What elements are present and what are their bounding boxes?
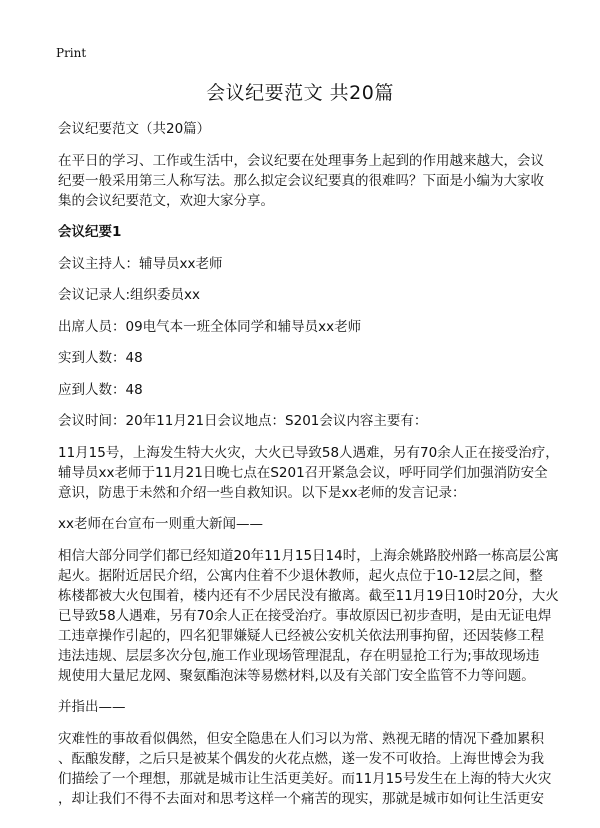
document-body <box>58 119 559 809</box>
text-line: 会议时间：20年11月21日会议地点：S201会议内容主要有： <box>58 413 428 429</box>
paragraph-spacer <box>58 503 546 515</box>
paragraph <box>58 254 546 274</box>
paragraph-spacer <box>58 211 546 223</box>
paragraph <box>58 697 546 717</box>
text-line: 在平日的学习、工作或生活中，会议纪要在处理事务上起到的作用越来越大，会议 <box>58 152 544 169</box>
paragraph-spacer <box>58 139 546 151</box>
text-line: 纪要一般采用第三人称写法。那么拟定会议纪要真的很难吗？下面是小编为大家收 <box>58 172 544 189</box>
page-title: 会议纪要范文 共20篇 <box>206 82 394 104</box>
paragraph-spacer <box>58 400 546 412</box>
text-line: 工违章操作引起的，四名犯罪嫌疑人已经被公安机关依法刑事拘留，还因装修工程 <box>58 627 544 644</box>
text-line: 起火。据附近居民介绍，公寓内住着不少退休教师，起火点位于10-12层之间，整 <box>58 567 543 584</box>
text-line: 实到人数：48 <box>58 350 143 366</box>
text-line: ，却让我们不得不去面对和思考这样一个痛苦的现实，那就是城市如何让生活更安 <box>58 790 544 807</box>
paragraph-spacer <box>58 242 546 254</box>
paragraph <box>58 151 546 211</box>
text-line: 会议纪要1 <box>58 224 122 240</box>
text-line: 、酝酿发酵，之后只是被某个偶发的火花点燃，遂一发不可收拾。上海世博会为我 <box>58 750 544 767</box>
text-line: 集的会议纪要范文，欢迎大家分享。 <box>58 192 274 209</box>
text-line: 应到人数：48 <box>58 381 143 398</box>
paragraph-spacer <box>58 431 546 443</box>
text-line: 栋楼都被大火包围着，楼内还有不少居民没有撤离。截至11月19日10时20分，大火 <box>58 587 559 604</box>
text-line: 会议纪要范文（共20篇） <box>58 121 211 137</box>
text-line: 出席人员：09电气本一班全体同学和辅导员xx老师 <box>58 318 362 335</box>
paragraph <box>58 514 546 534</box>
paragraph <box>58 285 546 305</box>
paragraph-spacer <box>58 368 546 380</box>
text-line: 相信大部分同学们都已经知道20年11月15日14时，上海余姚路胶州路一栋高层公寓 <box>58 547 559 564</box>
text-line: 并指出—— <box>58 699 126 715</box>
paragraph <box>58 222 546 242</box>
paragraph <box>58 443 559 503</box>
text-line: xx老师在台宣布一则重大新闻—— <box>58 516 263 532</box>
paragraph <box>58 411 546 431</box>
text-line: 已导致58人遇难，另有70余人正在接受治疗。事故原因已初步查明，是由无证电焊 <box>58 607 552 624</box>
paragraph-spacer <box>58 337 546 349</box>
paragraph <box>58 546 559 686</box>
text-line: 会议记录人:组织委员xx <box>58 287 201 303</box>
text-line: 规使用大量尼龙网、聚氨酯泡沫等易燃材料,以及有关部门安全监管不力等问题。 <box>58 667 535 684</box>
text-line: 11月15号，上海发生特大火灾，大火已导致58人遇难，另有70余人正在接受治疗， <box>58 444 559 461</box>
paragraph-spacer <box>58 534 546 546</box>
text-line: 意识，防患于未然和介绍一些自救知识。以下是xx老师的发言记录： <box>58 484 466 501</box>
paragraph <box>58 348 546 368</box>
text-line: 们描绘了一个理想，那就是城市让生活更美好。而11月15号发生在上海的特大火灾 <box>58 770 552 787</box>
paragraph-spacer <box>58 305 546 317</box>
paragraph <box>58 729 552 809</box>
paragraph-spacer <box>58 274 546 286</box>
text-line: 辅导员xx老师于11月21日晚七点在S201召开紧急会议，呼吁同学们加强消防安全 <box>58 464 548 481</box>
text-line: 灾难性的事故看似偶然，但安全隐患在人们习以为常、熟视无睹的情况下叠加累积 <box>58 730 544 747</box>
paragraph-spacer <box>58 717 546 729</box>
print-label: Print <box>56 46 87 60</box>
paragraph-spacer <box>58 686 546 698</box>
paragraph <box>58 317 546 337</box>
text-line: 违法违规、层层多次分包,施工作业现场管理混乱，存在明显抢工行为;事故现场违 <box>58 647 540 664</box>
text-line: 会议主持人：辅导员xx老师 <box>58 255 223 272</box>
paragraph <box>58 119 546 139</box>
paragraph <box>58 380 546 400</box>
